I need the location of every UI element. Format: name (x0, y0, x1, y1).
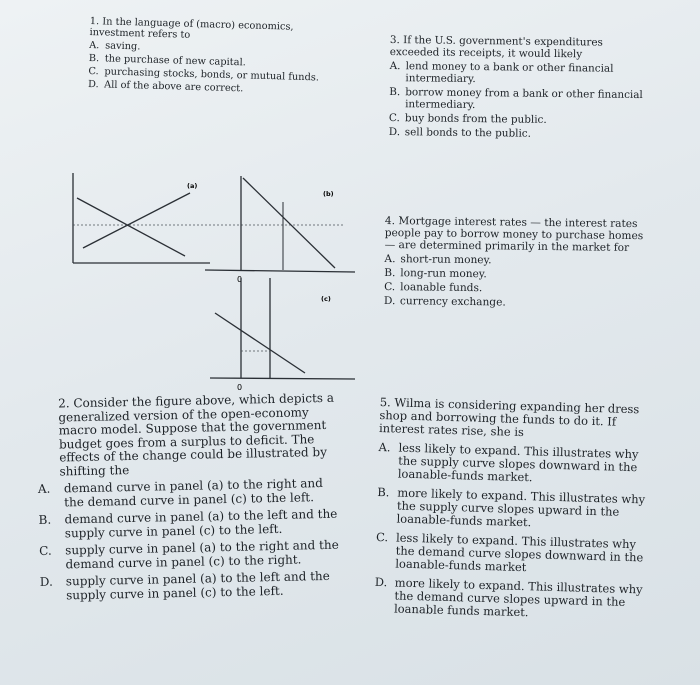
question-4 (384, 215, 650, 310)
question-3-option-b[interactable] (389, 86, 644, 113)
panel-b-label: (b) (323, 190, 334, 198)
panel-b-curve (243, 178, 335, 268)
option-letter: C. (88, 65, 99, 78)
question-1 (88, 16, 350, 97)
question-3 (389, 34, 645, 141)
option-letter: C. (375, 529, 389, 545)
option-letter: D. (383, 294, 396, 308)
option-text: supply curve in panel (a) to the left and the supply curve in panel (c) to the left. (65, 568, 330, 602)
option-letter: B. (88, 52, 100, 65)
question-2-option-a[interactable] (38, 477, 338, 510)
option-text: less likely to expand. This illustrates why the supply curve slopes downward in the loanable-funds market. (397, 440, 639, 485)
question-3-option-c[interactable] (389, 112, 644, 127)
option-letter: D. (39, 574, 54, 589)
option-text: supply curve in panel (a) to the right and the demand curve in panel (c) to the right. (65, 537, 339, 571)
question-5-option-d[interactable] (374, 576, 655, 623)
option-letter: D. (388, 125, 401, 139)
option-text: sell bonds to the public. (404, 126, 532, 140)
question-4-option-c[interactable] (384, 281, 649, 296)
question-5-option-a[interactable] (378, 441, 659, 488)
question-2 (36, 392, 340, 603)
option-text: demand curve in panel (a) to the left and the supply curve in panel (c) to the left. (64, 506, 338, 540)
option-letter: B. (377, 484, 390, 500)
question-5 (374, 396, 660, 623)
option-text: the purchase of new capital. (104, 53, 246, 69)
option-text: lend money to a bank or other financial intermediary. (405, 60, 614, 86)
option-text: saving. (105, 40, 141, 53)
option-letter: A. (89, 39, 100, 52)
question-2-option-b[interactable] (38, 508, 338, 541)
option-letter: A. (378, 439, 391, 455)
question-3-option-d[interactable] (389, 126, 644, 141)
panel-b-origin: 0 (237, 275, 243, 284)
option-text: purchasing stocks, bonds, or mutual funds. (104, 66, 320, 84)
option-letter: A. (389, 59, 401, 73)
panel-a-label: (a) (187, 182, 198, 190)
option-letter: C. (388, 111, 400, 125)
question-3-text: 3. If the U.S. government's expenditures exceeded its receipts, it would likely (389, 34, 603, 61)
option-text: borrow money from a bank or other financial intermediary. (405, 86, 643, 112)
question-4-option-d[interactable] (384, 295, 649, 310)
option-text: currency exchange. (399, 295, 506, 309)
option-letter: D. (87, 78, 99, 91)
option-text: less likely to expand. This illustrates why the demand curve slopes downward in the loanable-funds market (395, 530, 644, 575)
option-text: long-run money. (400, 267, 487, 281)
option-letter: B. (38, 512, 52, 527)
question-2-option-d[interactable] (40, 570, 340, 603)
option-letter: C. (384, 280, 396, 294)
question-3-option-a[interactable] (389, 60, 644, 87)
panel-b (205, 176, 355, 284)
option-text: All of the above are correct. (103, 79, 244, 95)
question-2-text: 2. Consider the figure above, which depicts a generalized version of the open-economy macro model. Suppose that the government budget goes from a surplus to deficit. The effects of the change could be illustrated by shifting the (57, 390, 335, 479)
question-1-text: 1. In the language of (macro) economics, investment refers to (89, 16, 294, 41)
panel-c-label: (c) (321, 295, 331, 303)
panel-b-horizontal-axis (205, 270, 355, 272)
option-text: buy bonds from the public. (404, 112, 547, 126)
panel-c-origin: 0 (237, 383, 243, 392)
question-5-option-b[interactable] (376, 486, 657, 533)
option-text: demand curve in panel (a) to the right and the demand curve in panel (c) to the left. (63, 476, 323, 509)
option-letter: A. (37, 481, 51, 496)
panel-a (73, 173, 345, 263)
panel-c-horizontal-axis (210, 378, 355, 379)
option-letter: A. (384, 252, 396, 266)
question-4-text: 4. Mortgage interest rates — the interest rates people pay to borrow money to purchase homes — are determined primarily in the market for (384, 215, 644, 254)
panel-c-demand-curve (215, 313, 305, 373)
option-letter: B. (389, 85, 401, 99)
question-4-option-a[interactable] (384, 253, 649, 268)
panel-a-demand-curve (77, 198, 185, 256)
panel-a-supply-curve (83, 193, 190, 248)
option-text: more likely to expand. This illustrates why the demand curve slopes upward in the loanable funds market. (393, 575, 643, 620)
option-text: short-run money. (400, 253, 492, 267)
question-2-option-c[interactable] (39, 539, 339, 572)
option-text: more likely to expand. This illustrates why the supply curve slopes upward in the loanable-funds market. (396, 485, 646, 530)
option-letter: B. (384, 266, 396, 280)
option-letter: D. (374, 574, 388, 590)
option-text: loanable funds. (400, 281, 483, 295)
option-letter: C. (39, 543, 52, 558)
panel-c (210, 278, 355, 392)
question-5-text: 5. Wilma is considering expanding her dress shop and borrowing the funds to do it. If interest rates rise, she is (378, 395, 640, 440)
open-economy-figure (65, 168, 360, 400)
question-4-option-b[interactable] (384, 267, 649, 282)
question-5-option-c[interactable] (375, 531, 656, 578)
